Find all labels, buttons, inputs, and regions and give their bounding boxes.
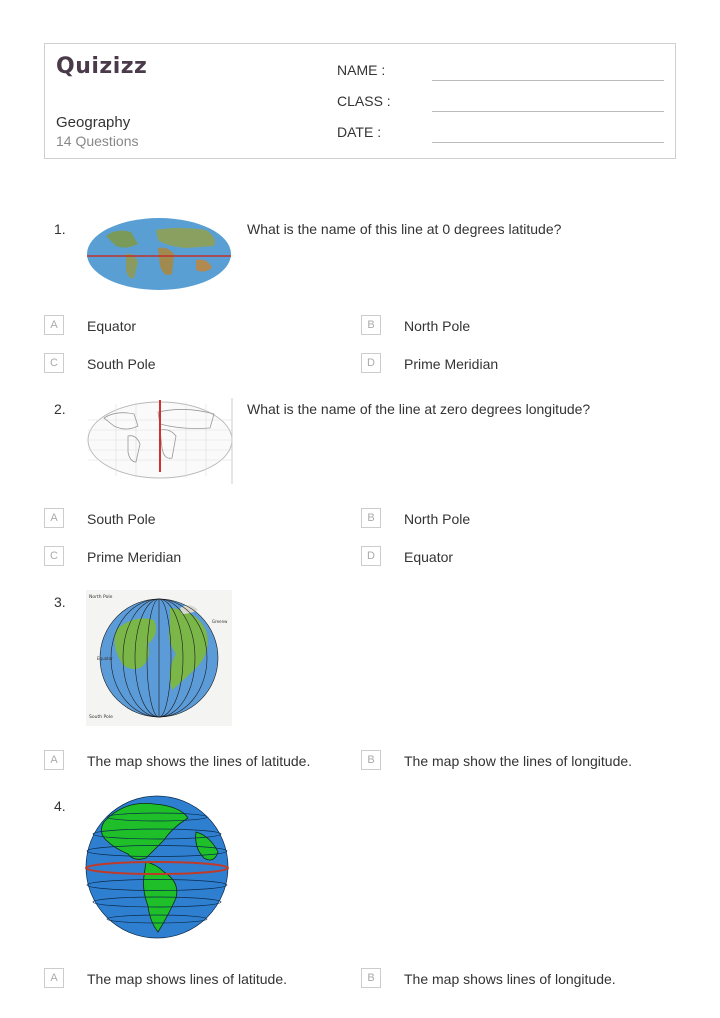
q2-option-d-box[interactable]: D xyxy=(361,546,381,566)
q1-option-a-box[interactable]: A xyxy=(44,315,64,335)
q3-option-b-text: The map show the lines of longitude. xyxy=(404,753,633,769)
world-map-prime-meridian-image xyxy=(86,396,234,484)
q2-option-c-box[interactable]: C xyxy=(44,546,64,566)
south-pole-label: South Pole xyxy=(89,715,113,720)
q1-option-d-box[interactable]: D xyxy=(361,353,381,373)
quizizz-logo: Quizizz xyxy=(56,54,148,79)
name-line[interactable] xyxy=(432,80,664,81)
q2-option-b-box[interactable]: B xyxy=(361,508,381,528)
q1-option-b-box[interactable]: B xyxy=(361,315,381,335)
q4-option-a-text: The map shows lines of latitude. xyxy=(87,971,287,987)
worksheet-subject: Geography xyxy=(56,114,131,131)
q2-option-c-text: Prime Meridian xyxy=(87,549,182,565)
question-2-text: What is the name of the line at zero degrees longitude? xyxy=(247,401,591,417)
q3-option-a-text: The map shows the lines of latitude. xyxy=(87,753,311,769)
q1-option-d-text: Prime Meridian xyxy=(404,356,499,372)
world-map-equator-image xyxy=(86,216,232,292)
q1-option-c-text: South Pole xyxy=(87,356,156,372)
q4-option-b-text: The map shows lines of longitude. xyxy=(404,971,616,987)
question-3-number: 3. xyxy=(54,594,66,610)
q2-option-d-text: Equator xyxy=(404,549,454,565)
question-4-number: 4. xyxy=(54,798,66,814)
equator-label: Equator xyxy=(97,656,113,661)
globe-longitude-image xyxy=(86,590,232,726)
question-2-number: 2. xyxy=(54,401,66,417)
globe-latitude-image xyxy=(84,792,230,942)
q2-option-a-text: South Pole xyxy=(87,511,156,527)
q2-option-a-box[interactable]: A xyxy=(44,508,64,528)
q3-option-b-box[interactable]: B xyxy=(361,750,381,770)
date-line[interactable] xyxy=(432,142,664,143)
q2-option-b-text: North Pole xyxy=(404,511,471,527)
q1-option-a-text: Equator xyxy=(87,318,137,334)
class-line[interactable] xyxy=(432,111,664,112)
north-pole-label: North Pole xyxy=(89,595,113,600)
class-label: CLASS : xyxy=(337,93,391,109)
q4-option-b-box[interactable]: B xyxy=(361,968,381,988)
q1-option-c-box[interactable]: C xyxy=(44,353,64,373)
date-label: DATE : xyxy=(337,124,382,140)
q1-option-b-text: North Pole xyxy=(404,318,471,334)
q3-option-a-box[interactable]: A xyxy=(44,750,64,770)
q4-option-a-box[interactable]: A xyxy=(44,968,64,988)
greenwich-label: Greenw xyxy=(212,619,228,624)
question-1-number: 1. xyxy=(54,221,66,237)
name-label: NAME : xyxy=(337,62,386,78)
question-1-text: What is the name of this line at 0 degrees latitude? xyxy=(247,221,562,237)
question-count: 14 Questions xyxy=(56,133,139,149)
